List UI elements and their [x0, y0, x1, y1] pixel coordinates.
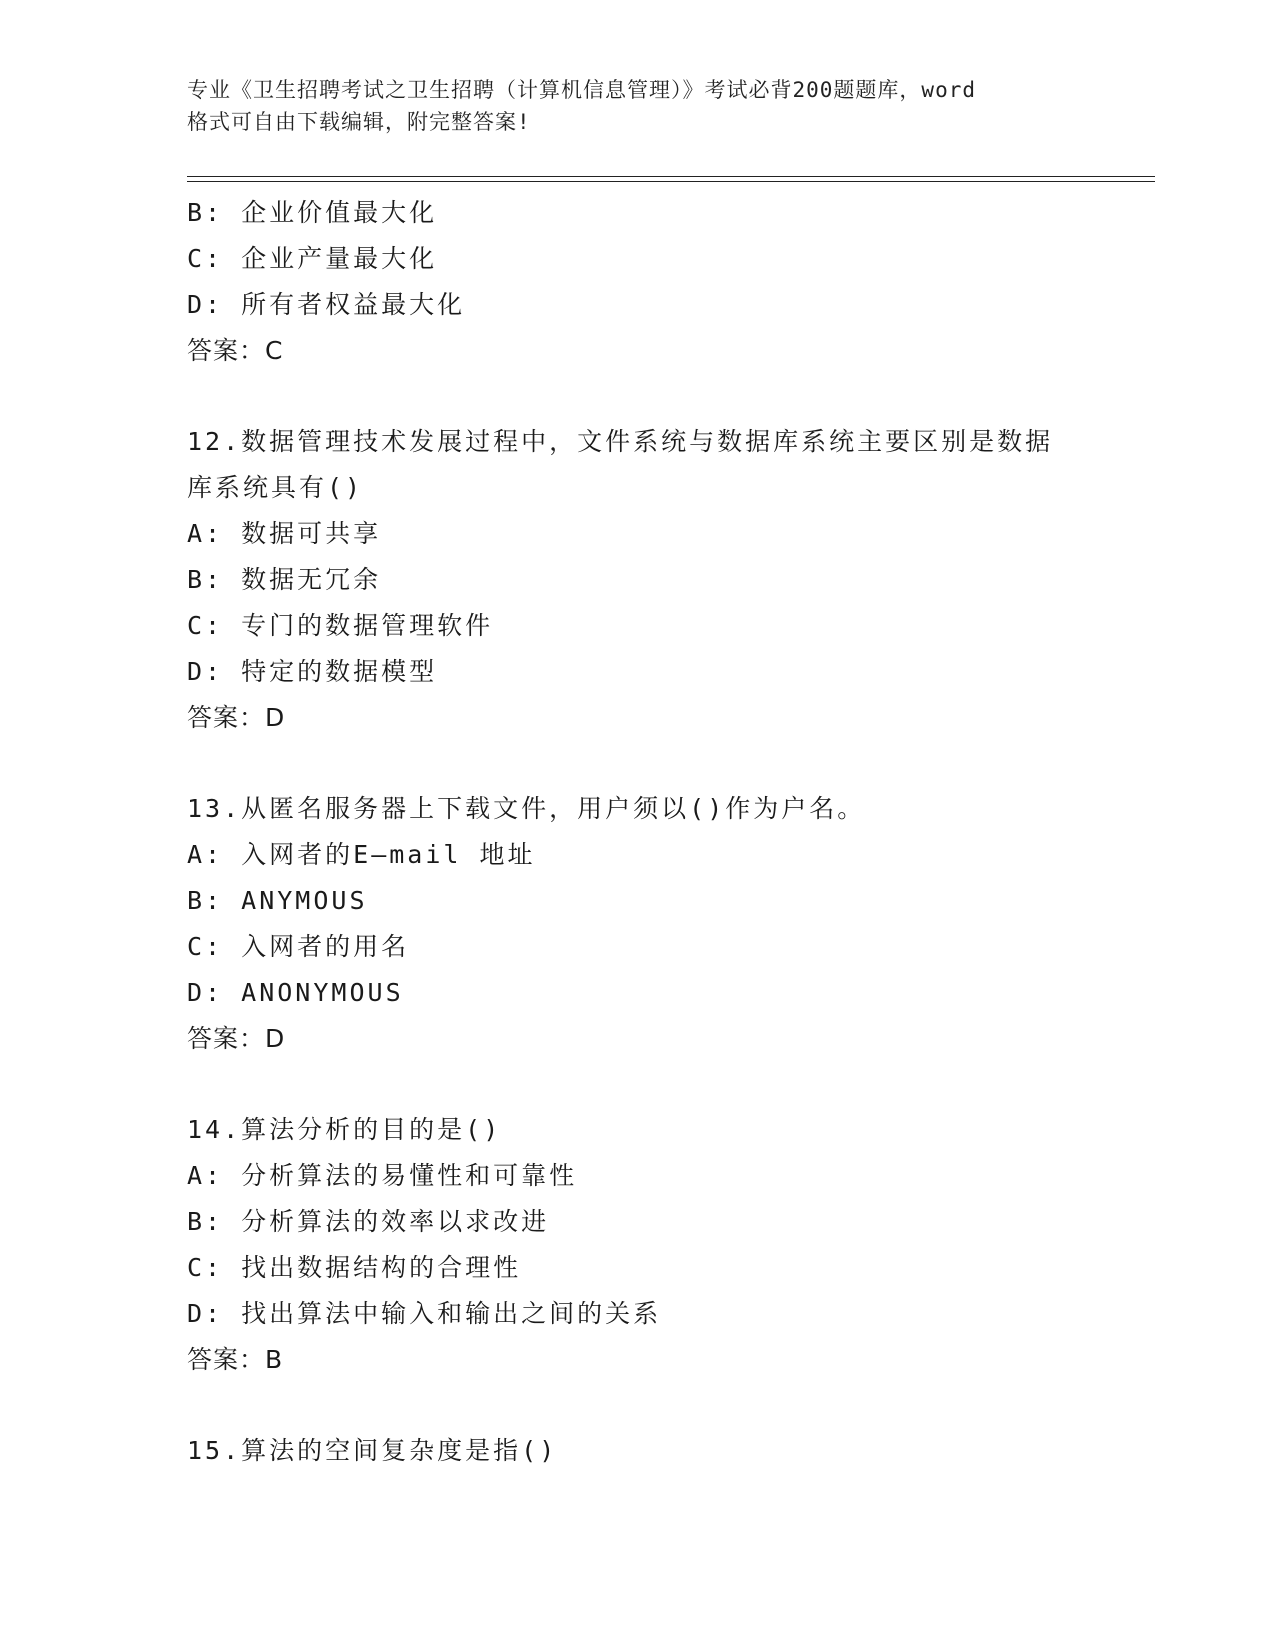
question-stem-continued: 库系统具有()	[187, 473, 364, 502]
option-b: B: 企业价值最大化	[187, 198, 438, 227]
header-line-1: 专业《卫生招聘考试之卫生招聘（计算机信息管理）》考试必背200题题库，word	[187, 78, 976, 102]
option-b: B: ANYMOUS	[187, 886, 368, 915]
header-divider-bottom	[187, 181, 1155, 182]
document-header	[187, 74, 1087, 138]
option-d: D: 特定的数据模型	[187, 657, 438, 686]
option-c: C: 专门的数据管理软件	[187, 611, 494, 640]
question-14	[187, 1107, 1087, 1383]
option-c: C: 入网者的用名	[187, 932, 410, 961]
option-d: D: 所有者权益最大化	[187, 290, 466, 319]
answer-line: 答案：C	[187, 336, 284, 365]
question-stem: 14.算法分析的目的是()	[187, 1115, 502, 1144]
question-13	[187, 786, 1087, 1062]
header-line-2: 格式可自由下载编辑，附完整答案!	[187, 110, 531, 134]
question-stem: 12.数据管理技术发展过程中，文件系统与数据库系统主要区别是数据	[187, 427, 1054, 456]
option-a: A: 数据可共享	[187, 519, 382, 548]
option-a: A: 入网者的E—mail 地址	[187, 840, 536, 869]
option-d: D: ANONYMOUS	[187, 978, 404, 1007]
question-12	[187, 419, 1087, 741]
header-divider-top	[187, 176, 1155, 177]
option-a: A: 分析算法的易懂性和可靠性	[187, 1161, 578, 1190]
option-c: C: 找出数据结构的合理性	[187, 1253, 522, 1282]
option-c: C: 企业产量最大化	[187, 244, 438, 273]
option-d: D: 找出算法中输入和输出之间的关系	[187, 1299, 662, 1328]
option-b: B: 数据无冗余	[187, 565, 382, 594]
question-15	[187, 1428, 1087, 1474]
answer-line: 答案：D	[187, 1024, 286, 1053]
question-list	[187, 190, 1087, 1474]
option-b: B: 分析算法的效率以求改进	[187, 1207, 550, 1236]
question-stem: 13.从匿名服务器上下载文件，用户须以()作为户名。	[187, 794, 866, 823]
question-stem: 15.算法的空间复杂度是指()	[187, 1436, 558, 1465]
question-11	[187, 190, 1087, 374]
answer-line: 答案：D	[187, 703, 286, 732]
answer-line: 答案：B	[187, 1345, 284, 1374]
